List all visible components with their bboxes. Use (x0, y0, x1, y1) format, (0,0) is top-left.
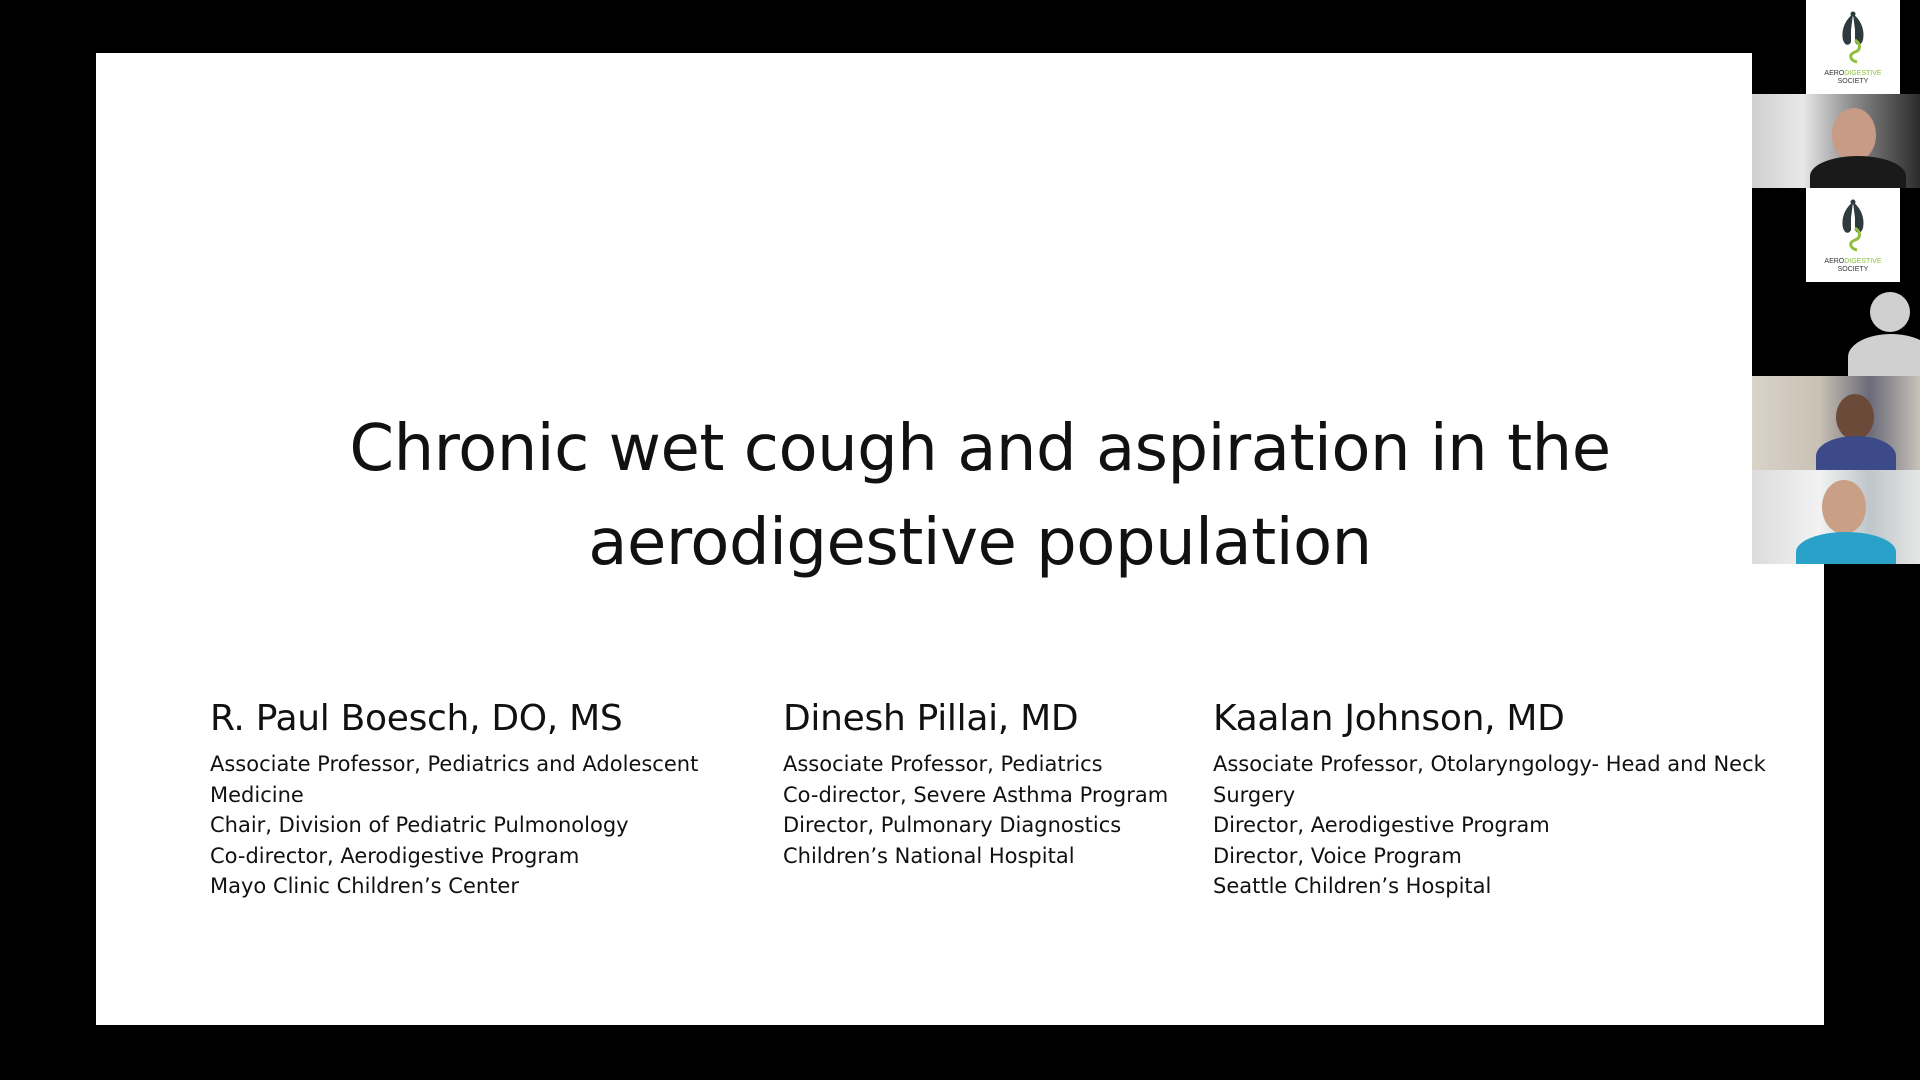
presenter-line: Chair, Division of Pediatric Pulmonology (210, 813, 629, 837)
presenter-line: Surgery (1213, 782, 1296, 807)
presenter-line: Children’s National Hospital (783, 843, 1075, 868)
participant-tile-avatar[interactable] (1752, 282, 1920, 376)
presenter-name: Dinesh Pillai, MD (783, 698, 1079, 739)
presenter-pillai (783, 693, 1203, 871)
participant-tile-video[interactable] (1752, 470, 1920, 564)
participant-tile-logo[interactable] (1752, 188, 1920, 282)
presenter-johnson (1213, 693, 1813, 902)
logo-text: AERODIGESTIVE SOCIETY (1824, 258, 1882, 273)
presenter-boesch (210, 693, 730, 902)
aerodigestive-society-logo-icon (1806, 198, 1900, 261)
logo-text: AERODIGESTIVE SOCIETY (1824, 70, 1882, 85)
presenter-line: Director, Pulmonary Diagnostics (783, 813, 1122, 837)
slide-title-line-2: aerodigestive population (588, 506, 1372, 580)
user-avatar-icon (1870, 292, 1910, 332)
presenter-name: R. Paul Boesch, DO, MS (210, 698, 623, 739)
presenter-name: Kaalan Johnson, MD (1213, 698, 1565, 739)
presenter-line: Co-director, Aerodigestive Program (210, 843, 580, 868)
aerodigestive-society-logo-icon (1806, 10, 1900, 73)
participant-tile-video[interactable] (1752, 94, 1920, 188)
presenter-line: Associate Professor, Pediatrics and Adolescent (210, 752, 699, 776)
participant-tile-logo[interactable] (1752, 0, 1920, 94)
presenter-line: Medicine (210, 782, 304, 807)
participant-gallery (1752, 0, 1920, 564)
presenter-line: Associate Professor, Otolaryngology- Head and Neck (1213, 752, 1766, 776)
participant-tile-video[interactable] (1752, 376, 1920, 470)
presentation-slide (96, 53, 1824, 1025)
presenter-line: Associate Professor, Pediatrics (783, 752, 1103, 776)
presenter-line: Director, Voice Program (1213, 843, 1462, 868)
presenter-line: Seattle Children’s Hospital (1213, 874, 1492, 898)
presenter-line: Co-director, Severe Asthma Program (783, 782, 1169, 807)
slide-title (96, 402, 1864, 590)
presenter-line: Mayo Clinic Children’s Center (210, 874, 519, 898)
presenter-line: Director, Aerodigestive Program (1213, 813, 1550, 837)
slide-title-line-1: Chronic wet cough and aspiration in the (349, 412, 1611, 486)
